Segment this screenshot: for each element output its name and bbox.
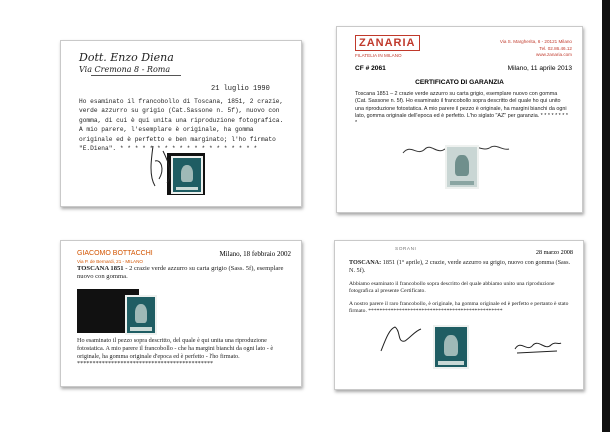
certificate-date: Milano, 11 aprile 2013 xyxy=(507,65,572,72)
zanaria-subtitle: FILATELIA IN MILANO xyxy=(355,53,402,58)
certificate-body-2: A nostro parere il raro francobollo, è originale, ha gomma originale ed è perfetto e pertanto è stato firmato. ************************************************ xyxy=(349,301,569,315)
issuer-address: Via P. de Bernardi, 21 - MILANO xyxy=(77,259,143,264)
zanaria-logo: ZANARIA xyxy=(355,35,420,51)
certificate-date: Milano, 18 febbraio 2002 xyxy=(219,250,291,258)
heading-bold: TOSCANA 1851 xyxy=(77,265,124,272)
address-line-3: www.zanaria.com xyxy=(536,52,572,58)
address-line-2: Tel. 02.86.46.12 xyxy=(539,45,572,51)
certificate-diena xyxy=(60,40,302,207)
stamp-image xyxy=(125,295,157,335)
certificate-title: CERTIFICATO DI GARANZIA xyxy=(415,79,504,86)
zanaria-address xyxy=(500,39,572,59)
issuer-name: GIACOMO BOTTACCHI xyxy=(77,250,153,257)
heading-text: - 2 crazie verde azzurro su carta grigio (Sass. 5f), esemplare nuovo con gomma. xyxy=(77,265,284,281)
scrollbar[interactable] xyxy=(602,0,610,432)
signature-left xyxy=(375,321,425,357)
signature xyxy=(143,141,183,191)
address-line-1: Via S. Margherita, 6 - 20121 Milano xyxy=(499,39,572,44)
heading-text: 1851 (1° aprile), 2 crazie, verde azzurro su grigio, nuovo con gomma (Sass. N. 5f). xyxy=(349,259,571,274)
signature-right xyxy=(511,333,563,359)
heading-bold: TOSCANA: xyxy=(349,259,382,266)
certificate-body: Ho esaminato il francobollo di Toscana, 1851, 2 crazie, verde azzurro su grigio (Cat.Sassone n. 5f), nuovo con gomma, di cui è qui unita una riproduzione fotografica. A mio parere, l'esemplare è originale, ha gomma originale ed è perfetto e ben marginato; l'ho firmato "E.Diena". * * * * * * * * * * * * * * * * * * * xyxy=(79,98,284,153)
certificate-bottacchi xyxy=(60,240,302,387)
certificate-body-1: Abbiamo esaminato il francobollo sopra descritto del quale abbiamo unito una riproduzione fotografica al presente Certificato. xyxy=(349,281,555,295)
stamp-image xyxy=(445,145,479,189)
issuer-name: SORANI xyxy=(395,247,417,252)
certificate-heading xyxy=(349,259,571,275)
certificate-date: 21 luglio 1990 xyxy=(211,85,270,93)
certificate-zanaria xyxy=(336,26,583,213)
letterhead-sub: Via Cremona 8 - Roma xyxy=(79,65,171,74)
certificate-body: Toscana 1851 – 2 crazie verde azzurro su carta grigio, esemplare nuovo con gomma (Cat. Sassone n. 5f). Ho esaminato il francobollo sopra descritto del quale ho qui unito una riproduzione fotostatica. A mio parere il pezzo è originale, ha margini bianchi da ogni lato, gomma originale dell'epoca ed è perfetto. L'ho siglato "AZ" per garanzia. * * * * * * * * * xyxy=(355,91,568,127)
stamp-image xyxy=(433,325,469,369)
certificate-heading xyxy=(77,265,287,282)
cf-number: CF # 2061 xyxy=(355,65,386,72)
certificate-date: 28 marzo 2008 xyxy=(535,249,573,256)
letterhead-rule xyxy=(91,75,181,76)
letterhead-name: Dott. Enzo Diena xyxy=(79,51,174,64)
certificate-sorani xyxy=(334,240,584,390)
certificate-body: Ho esaminato il pezzo sopra descritto, del quale è qui unita una riproduzione fotostatica. A mio parere il francobollo - che ha margini bianchi da ogni lato - è originale, ha gomma originale d'epoca ed è perfetto - l'ho firmato. ******************************************** xyxy=(77,337,274,368)
